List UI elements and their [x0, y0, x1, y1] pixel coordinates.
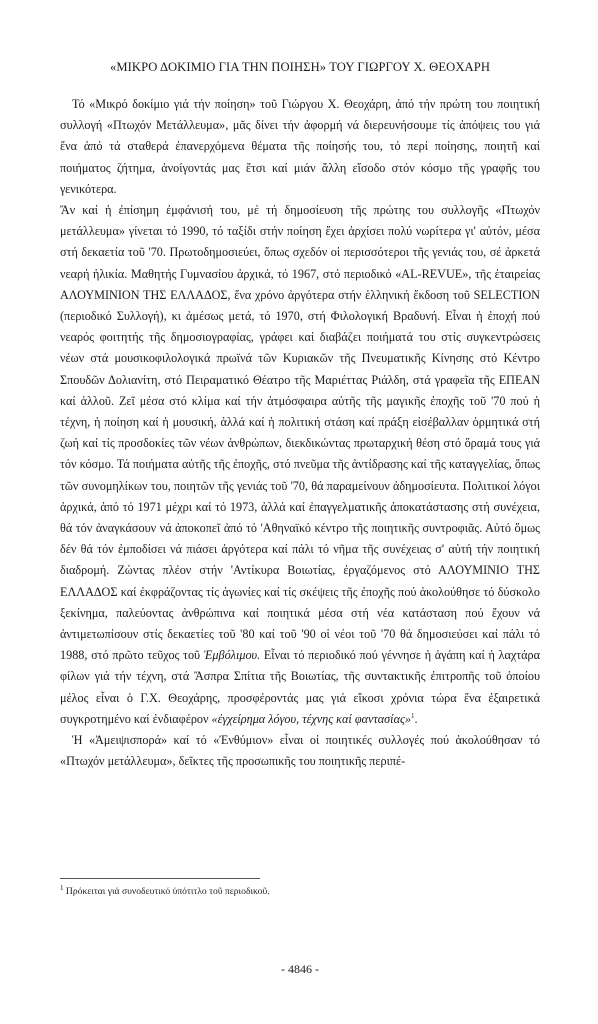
journal-subtitle-emphasis: «ἐγχείρημα λόγου, τέχνης καί φαντασίας»	[211, 711, 412, 726]
paragraph-2-middle: Εἶναι τό περιοδικό πού γέννησε ἡ ἀγάπη καί ἡ λαχτάρα φίλων γιά τήν τέχνη, στά Ἄσπρα Σπίτια τῆς Βοιωτίας, τῆς συντακτικῆς ἐπιτροπῆς τοῦ ὁποίου μέλος εἶναι ὁ Γ.Χ. Θεοχάρης, προσφέροντάς μας γιά εἴκοσι χρόνια τώρα ἕνα ἐξαιρετικά συγκροτημένο καί ἐνδιαφέρον	[60, 648, 540, 726]
paragraph-2-text: Ἄν καί ἡ ἐπίσημη ἐμφάνισή του, μέ τή δημοσίευση τῆς πρώτης του συλλογῆς «Πτωχόν μετάλλευμα» γίνεται τό 1990, τό ταξίδι στήν ποίηση ἔχει ἀρχίσει πολύ νωρίτερα γι' αὐτόν, μέσα στή δεκαετία τοῦ '70. Πρωτοδημοσιεύει, ὅπως σχεδόν οἱ περισσότεροι τῆς γενιάς του, σέ ἀρκετά νεαρή ἡλικία. Μαθητής Γυμνασίου ἀρχικά, τό 1967, στό περιοδικό «AL-REVUE», τῆς ἑταιρείας ΑΛΟΥΜΙΝΙΟΝ ΤΗΣ ΕΛΛΑΔΟΣ, ἕνα χρόνο ἀργότερα στήν ἑλληνική ἔκδοση τοῦ SELECTION (περιοδικό Συλλογή), κι ἀμέσως μετά, τό 1970, στή Φιλολογική Βραδυνή. Εἶναι ἡ ἐποχή πού νεαρός φοιτητής τῆς δημοσιογραφίας, γράφει καί διαβάζει ποιήματά του στίς συγκεντρώσεις νέων στά μουσικοφιλολογικά πρωϊνά τῶν Κυριακῶν τῆς Πνευματικῆς Κίνησης στό Κέντρο Σπουδῶν Δολιανίτη, στό Πειραματικό Θέατρο τῆς Μαριέττας Ριάλδη, στά γραφεῖα τῆς ΕΠΕΑΝ καί ἀλλοῦ. Ζεῖ μέσα στό κλίμα καί τήν ἀτμόσφαιρα αὐτῆς τῆς μαγικῆς ἐποχῆς τοῦ '70 πού ἡ τέχνη, ἡ ποίηση καί ἡ μουσική, ἀλλά καί ἡ πολιτική στάση καί πράξη εἰσέβαλλαν ὁρμητικά στή ζωή καί τίς προσδοκίες τῶν νέων ἀνθρώπων, διεκδικώντας πρωταρχική θέση στό ὅραμά τους γιά τόν κόσμο. Τά ποιήματα αὐτῆς τῆς ἐποχῆς, στό πνεῦμα τῆς ἀντίδρασης καί τῆς καταγγελίας, ὅπως τῶν συνομηλίκων του, ποιητῶν τῆς γενιάς τοῦ '70, θά παραμείνουν ἀδημοσίευτα. Πολιτικοί λόγοι ἀρχικά, ἀπό τό 1971 μέχρι καί τό 1973, ἀλλά καί ἐπαγγελματικῆς ἀποκατάστασης στή συνέχεια, θά τόν ἀναγκάσουν νά ἀποκοπεῖ ἀπό τό 'Αθηναϊκό κέντρο τῆς ποιητικῆς συντροφιᾶς. Αὐτό ὅμως δέν θά τόν ἐμποδίσει νά πιάσει ἀργότερα καί πάλι τό νῆμα τῆς συνέχειας σ' αὐτή τήν ποιητική διαδρομή. Ζώντας πλέον στήν 'Αντίκυρα Βοιωτίας, ἐργαζόμενος στό ΑΛΟΥΜΙΝΙΟ ΤΗΣ ΕΛΛΑΔΟΣ καί ἐκφράζοντας τίς ἀγωνίες καί τίς σκέψεις τῆς ἐποχῆς πού ἀκολούθησε τό δύσκολο ξεκίνημα, παλεύοντας ἀνθρώπινα καί ποιητικά μέσα στή νέα κατάσταση πού ἔχουν νά ἀντιμετωπίσουν στίς δεκαετίες τοῦ '80 καί τοῦ '90 οἱ νέοι τοῦ '70 θά δημοσιεύσει καί πάλι τό 1988, στό πρῶτο τεῦχος τοῦ	[60, 203, 540, 663]
paragraph-3: Ἡ «Ἀμειψισπορά» καί τό «Ἐνθύμιον» εἶναι οἱ ποιητικές συλλογές πού ἀκολούθησαν τό «Πτωχόν μετάλλευμα», δεῖκτες τῆς προσωπικῆς του ποιητικῆς περιπέ-	[60, 733, 540, 769]
paragraph-2-end: .	[414, 711, 418, 726]
document-page	[60, 0, 540, 1024]
article-body	[60, 94, 540, 773]
journal-title-emphasis: Ἐμβόλιμου.	[203, 648, 261, 663]
footnote	[60, 885, 540, 898]
footnote-marker: 1	[60, 883, 64, 892]
page-number: - 4846 -	[281, 962, 319, 976]
footnote-text: Πρόκειται γιά συνοδευτικό ὑπότιτλο τοῦ περιοδικοῦ.	[63, 886, 270, 897]
footnote-divider	[60, 878, 260, 879]
paragraph-1: Τό «Μικρό δοκίμιο γιά τήν ποίηση» τοῦ Γιώργου Χ. Θεοχάρη, ἀπό τήν πρώτη του ποιητική συλλογή «Πτωχόν Μετάλλευμα», μᾶς δίνει τήν ἀφορμή νά διερευνήσουμε τίς ἀπόψεις του γιά ἕνα ἀπό τά σταθερά ἐπανερχόμενα θέματα τῆς ποίησής του, τό περί ποίησης, ποιητῆ καί ποιήματος ζήτημα, ἀνοίγοντάς μας ἔτσι καί μιάν ἄλλη εἴσοδο στόν κόσμο τῆς γραφῆς του γενικότερα.	[60, 97, 540, 196]
footnote-reference: 1	[411, 711, 415, 720]
paragraph-2	[60, 200, 540, 730]
article-title: «ΜΙΚΡΟ ΔΟΚΙΜΙΟ ΓΙΑ ΤΗΝ ΠΟΙΗΣΗ» ΤΟΥ ΓΙΩΡΓΟΥ Χ. ΘΕΟΧΑΡΗ	[109, 60, 491, 74]
